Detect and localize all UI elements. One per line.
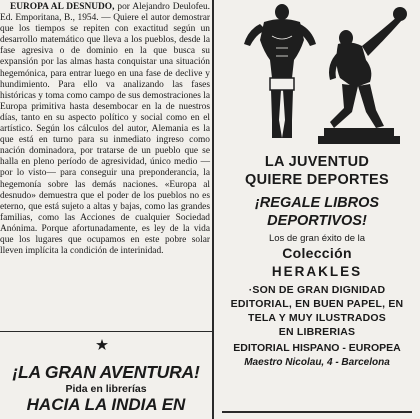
advertisement-herakles <box>214 0 420 419</box>
collection-label: Colección <box>282 245 352 261</box>
ad-subline: Pida en librerías <box>65 383 147 395</box>
advertisement-adventure <box>0 332 212 419</box>
brand-herakles: HERAKLES <box>271 264 363 279</box>
athletes-illustration <box>234 0 410 148</box>
publisher-name: EDITORIAL HISPANO - EUROPEA <box>233 342 401 354</box>
review-title: EUROPA AL DESNUDO, <box>10 2 115 12</box>
review-body: Quiere el autor demostrar que los tiempos se repiten con exactitud según un desarrollo matemático que lleva a los pueblos, desde la fase agresiva o de dominio en la que busca su expansión por las almas hasta conquistar una situación hegemónica, para entrar luego en una fase de declive y hundimiento. Para ello va analizando las fases históricas y toma como campo de sus demostraciones la Europa primitiva hasta desembocar en la de nuestros días, tanto en su aspecto político y social como en el artístico. Según los cálculos del autor, Alemania es la que está en turno para su inmediato ingreso como nación dominadora, por tratarse de un pueblo que se halla en pleno período de agresividad, único medio — por lo visto— para conseguir una preponderancia, la hegemonía sobre las demás naciones. «Europa al desnudo» demuestra que el poder de los pueblos no es eterno, que está sujeto a altas y bajas, como las grandes familias, como las Acciones de cualquier Sociedad Anónima. Porque afortunadamente, es ley de la vida que los lugares que ocupamos en este pobre solar lleven implícita la condición de interinidad. <box>0 13 210 257</box>
headline-sport-books: DEPORTIVOS! <box>267 213 367 229</box>
publisher-address: Maestro Nicolau, 4 - Barcelona <box>244 357 390 368</box>
headline-youth: LA JUVENTUD <box>264 154 370 170</box>
book-review-article <box>0 2 212 257</box>
dignity-line: ·SON DE GRAN DIGNIDAD <box>248 284 386 296</box>
paper-line: EDITORIAL, EN BUEN PAPEL, EN <box>230 298 404 310</box>
illustrated-line: TELA Y MUY ILUSTRADOS <box>248 312 386 324</box>
review-intro: por Alejandro Deulofeu. Ed. Emporitana, B., 1954. — <box>0 2 210 24</box>
success-line: Los de gran éxito de la <box>268 233 366 244</box>
ad-book-title: HACIA LA INDIA EN <box>26 395 186 414</box>
bottom-rule <box>222 411 412 413</box>
star-icon <box>96 339 108 351</box>
headline-sports: QUIERE DEPORTES <box>245 172 389 188</box>
headline-gift: ¡REGALE LIBROS <box>254 195 380 211</box>
bookstores-line: EN LIBRERIAS <box>278 326 356 338</box>
ad-headline: ¡LA GRAN AVENTURA! <box>12 362 200 382</box>
